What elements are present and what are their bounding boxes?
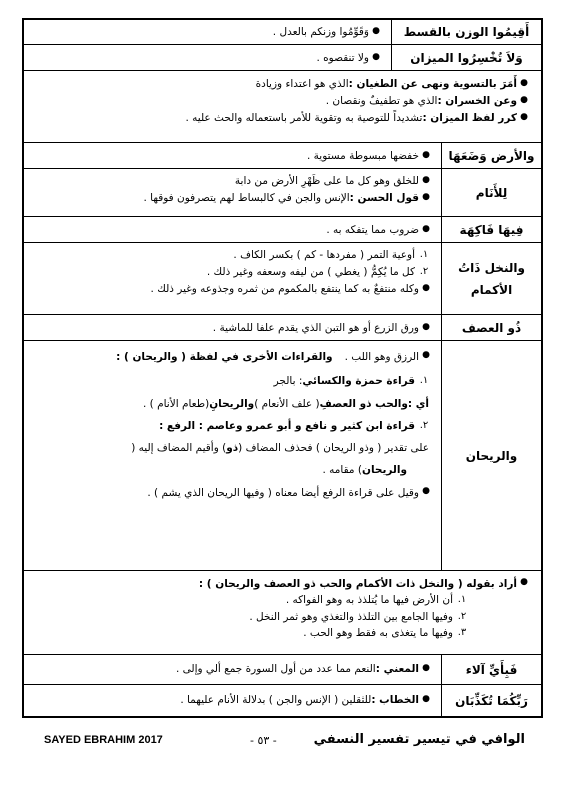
bullet-icon: ● — [422, 283, 430, 294]
definition-text: وفيها الجامع بين التلذذ والتغذي وهو ثمر النخل . — [249, 610, 453, 623]
bullet-icon: ● — [372, 52, 380, 62]
term-label: رَبِّكُمَا تُكَذِّبَان — [455, 694, 528, 708]
term-label: والأرض وَضَعَهَا — [448, 149, 535, 163]
definition-text: على تقدير ( وذو الريحان ) فحذف المضاف ( — [238, 442, 429, 455]
term-cell — [441, 217, 541, 243]
row-nakhl — [24, 242, 541, 315]
term-label: أَقِيمُوا الوزن بالقسط — [403, 25, 530, 39]
bullet-icon: ● — [422, 322, 430, 332]
page-frame — [22, 18, 543, 718]
row-purpose — [24, 570, 541, 655]
definition-text: كل ما يُكِمُّ ( يغطي ) من ليفه وسعفه وغير ذلك . — [206, 266, 415, 279]
note-text: الذي هو تطفيفٌ ونقصان . — [325, 95, 438, 108]
row-notes-mizan — [24, 70, 541, 143]
note-heading: المعني : — [375, 663, 419, 675]
notes-body — [24, 71, 541, 143]
term-cell — [441, 243, 541, 315]
row-body — [24, 143, 441, 169]
page-number: - ٥٣ - — [250, 734, 277, 747]
definition-text: للثقلين ( الإنس والجن ) بدلالة الأنام عليهما . — [180, 694, 372, 706]
note-heading: ذو — [226, 442, 239, 455]
bullet-icon: ● — [520, 95, 528, 106]
reading-name: قراءة ابن كثير و نافع و أبو عمرو وعاصم : الرفع : — [159, 419, 415, 432]
note-heading: أي : — [407, 397, 429, 410]
row-tukadhiban — [24, 684, 541, 717]
bullet-icon: ● — [520, 112, 528, 123]
book-title: الوافي في تيسير تفسير النسفي — [313, 732, 525, 747]
note-heading: والريحانِ — [209, 397, 255, 410]
item-number: ٢. — [419, 419, 429, 431]
row-la-tukhsiru — [24, 44, 541, 71]
note-heading: أَمَرَ بالتسوية ونهى عن الطغيان : — [348, 78, 517, 90]
term-label: والريحان — [465, 449, 518, 463]
row-body — [24, 655, 441, 685]
row-fakiha — [24, 216, 541, 243]
note-heading: أراد بقوله ( والنخل ذات الأكمام والحب ذو العصف والريحان ) : — [198, 578, 517, 590]
row-body — [24, 217, 441, 243]
definition-text: وقيل على قراءة الرفع أيضا معناه ( وفيها الريحان الذي يشم ) . — [147, 486, 419, 499]
term-cell — [441, 143, 541, 169]
definition-text: أن الأرض فيها ما يُتلذذ به وهو الفواكه . — [285, 594, 453, 607]
bullet-icon: ● — [422, 350, 430, 360]
item-number: ١. — [419, 375, 429, 387]
definition-text: الإنس والجن في كالبساط لهم يتصرفون فوقها . — [143, 192, 350, 205]
note-text: الذي هو اعتداء وزيادة — [255, 78, 349, 90]
row-anam — [24, 168, 541, 217]
row-biayyi — [24, 654, 541, 685]
note-heading: والقراءات الأخرى في لفظة ( والريحان ) : — [116, 351, 333, 363]
note-heading: والحب ذو العصفِ — [319, 397, 408, 410]
term-cell — [391, 20, 541, 44]
row-body — [24, 685, 441, 717]
row-body — [24, 169, 441, 217]
notes-body — [24, 571, 541, 655]
note-heading: والريحان — [361, 464, 407, 477]
bullet-icon: ● — [422, 485, 430, 496]
term-cell — [441, 315, 541, 341]
page-footer — [0, 730, 565, 754]
definition-text: ) وأقيم المضاف إليه ( — [131, 442, 227, 455]
bullet-icon: ● — [520, 577, 528, 587]
definition-text: (طعام الأنام ) . — [142, 397, 210, 410]
bullet-icon: ● — [422, 192, 430, 203]
definition-text: النعم مما عدد من أول السورة جمع ألي وإلى . — [175, 663, 376, 675]
row-asf — [24, 314, 541, 341]
definition-text: ضروب مما يتفكه به . — [326, 224, 419, 236]
item-number: ١. — [457, 594, 467, 606]
term-label: والنخل ذَاتُ — [458, 261, 525, 275]
definition-text: وفيها ما يتغذى به فقط وهو الحب . — [303, 626, 453, 639]
definition-text: ) مقامه . — [322, 464, 362, 477]
term-label: لِلأَنَام — [475, 186, 508, 200]
definition-text: ( علف الأنعام ) — [254, 397, 320, 410]
term-label: فِيهَا فَاكِهَة — [459, 223, 524, 237]
term-label: وَلاَ تُخْسِرُوا الميزان — [410, 51, 523, 65]
row-body — [24, 45, 391, 71]
definition-text: للخلق وهو كل ما على ظَهْرِ الأرض من دابة — [234, 175, 419, 187]
term-cell — [441, 685, 541, 717]
bullet-icon: ● — [422, 663, 430, 673]
note-heading: الخطاب : — [371, 694, 419, 706]
definition-text: وَقَوِّمُوا وزنكم بالعدل . — [272, 26, 369, 38]
reading-name: قراءة حمزة والكسائي — [302, 375, 415, 388]
row-qiimu — [24, 20, 541, 44]
term-cell — [441, 655, 541, 685]
item-number: ١. — [419, 249, 429, 260]
bullet-icon: ● — [422, 224, 430, 234]
item-number: ٢. — [419, 266, 429, 278]
definition-text: : بالجر — [273, 375, 303, 388]
bullet-icon: ● — [422, 150, 430, 160]
note-heading: قول الحسن : — [349, 192, 419, 205]
term-label: ذُو العصف — [461, 321, 522, 335]
bullet-icon: ● — [372, 26, 380, 36]
bullet-icon: ● — [422, 694, 430, 704]
term-cell — [441, 341, 541, 571]
author-credit: SAYED EBRAHIM 2017 — [44, 734, 163, 746]
row-body — [24, 243, 441, 315]
definition-text: خفضها مبسوطة مستوية . — [306, 150, 419, 162]
row-body — [24, 341, 441, 571]
term-cell — [441, 169, 541, 217]
item-number: ٣. — [457, 626, 467, 638]
definition-text: ولا تنقصوه . — [316, 52, 369, 64]
bullet-icon: ● — [520, 78, 528, 88]
definition-text: أوعية التمر ( مفردها - كم ) بكسر الكاف . — [233, 249, 415, 261]
definition-text: الرزق وهو اللب . — [344, 351, 419, 363]
note-text: تشديداً للتوصية به وتقوية للأمر باستعماله والحث عليه . — [185, 112, 423, 125]
row-body — [24, 315, 441, 341]
row-ard — [24, 142, 541, 169]
note-heading: وعن الخسران : — [437, 95, 517, 108]
term-cell — [391, 45, 541, 71]
term-label: فَبِأَيِّ آلاء — [465, 663, 518, 677]
row-rayhan — [24, 340, 541, 571]
definition-text: وكله منتفعٌ به كما ينتفع بالمكموم من ثمره وجذوعه وغير ذلك . — [150, 283, 419, 296]
row-body — [24, 20, 391, 44]
item-number: ٢. — [457, 610, 467, 622]
bullet-icon: ● — [422, 175, 430, 185]
term-label: الأكمام — [470, 283, 513, 297]
note-heading: كرر لفظ الميزان : — [422, 112, 517, 125]
definition-text: ورق الزرع أو هو التبن الذي يقدم علفا للماشية . — [212, 322, 419, 334]
